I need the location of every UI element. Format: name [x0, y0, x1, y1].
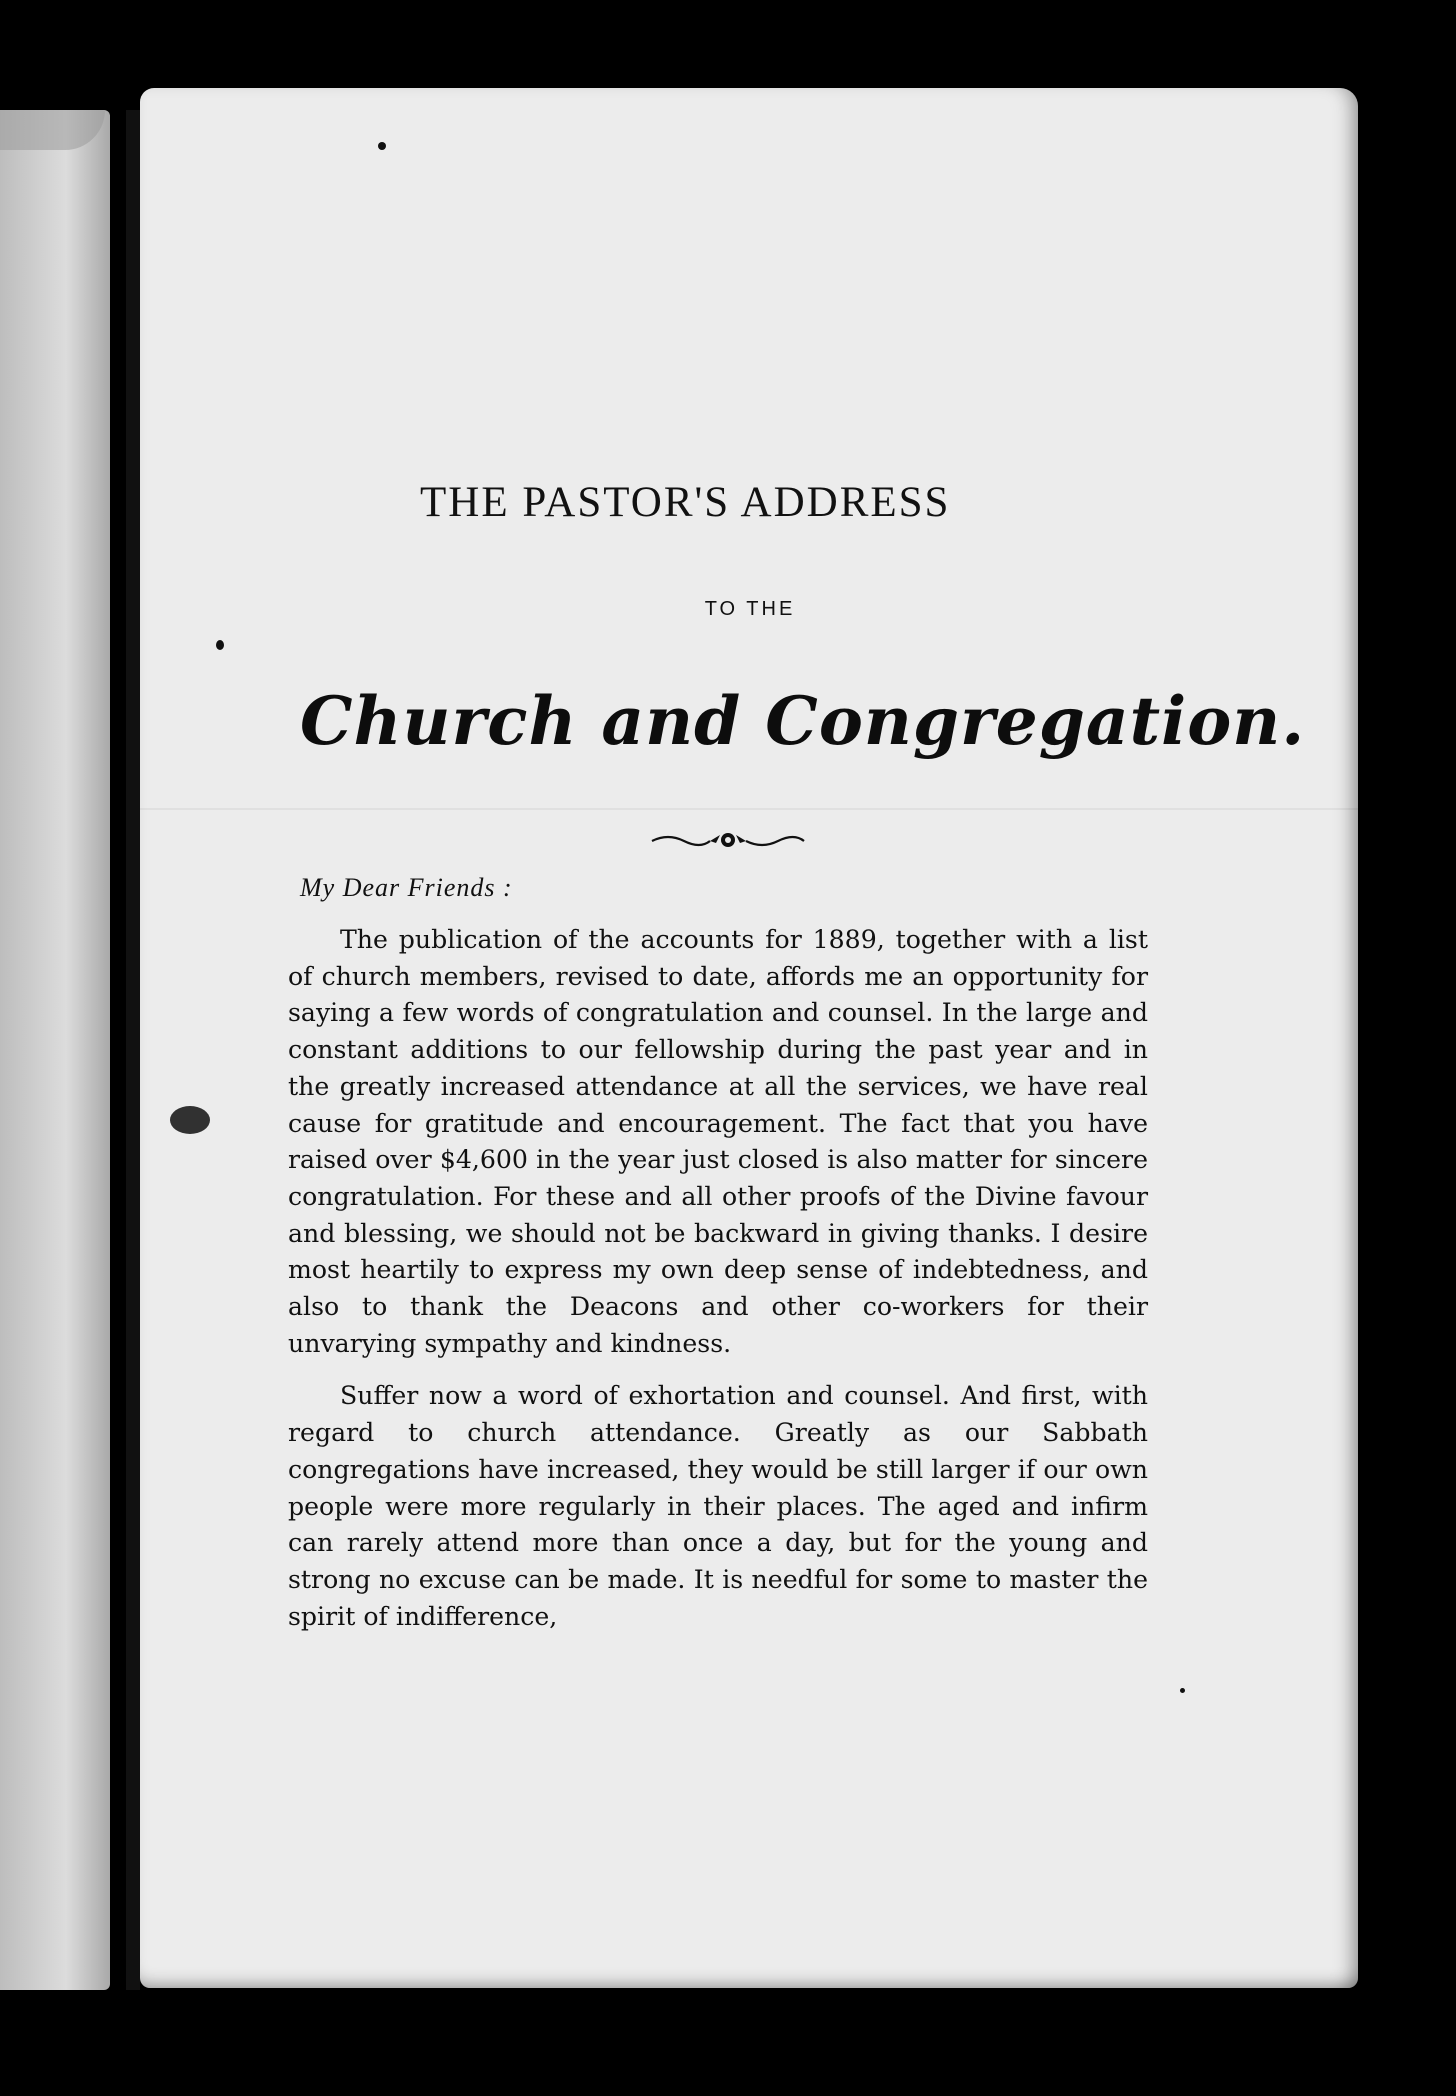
address-body [288, 922, 1148, 1651]
salutation: My Dear Friends : [300, 873, 513, 902]
page-title: THE PASTOR'S ADDRESS [420, 479, 951, 526]
ink-blot [170, 1106, 210, 1134]
page-fold-line [140, 808, 1358, 810]
adjacent-page-edge [0, 110, 110, 1990]
paragraph: The publication of the accounts for 1889, together with a list of church members, revised to date, affords me an opportunity for saying a few words of congratulation and counsel. In the large and constant additions to our fellowship during the past year and in the greatly increased attendance at all the services, we have real cause for gratitude and encouragement. The fact that you have raised over $4,600 in the year just closed is also matter for sincere congratulation. For these and all other proofs of the Divine favour and blessing, we should not be backward in giving thanks. I desire most heartily to express my own deep sense of indebtedness, and also to thank the Deacons and other co-workers for their unvarying sympathy and kindness. [288, 925, 1148, 1358]
page-spine [126, 110, 140, 1990]
paragraph: Suffer now a word of exhortation and counsel. And first, with regard to church attendance. Greatly as our Sabbath congregations have increased, they would be still larger if our own people were more regularly in their places. The aged and infirm can rarely attend more than once a day, but for the young and strong no excuse can be made. It is needful for some to master the spirit of indifference, [288, 1381, 1148, 1631]
ink-speck [1180, 1688, 1185, 1693]
page-subtitle: TO THE [704, 598, 796, 620]
script-heading: Church and Congregation. [300, 682, 1306, 760]
ink-speck [216, 640, 224, 650]
floral-divider-icon [648, 825, 808, 855]
ink-speck [378, 142, 386, 150]
